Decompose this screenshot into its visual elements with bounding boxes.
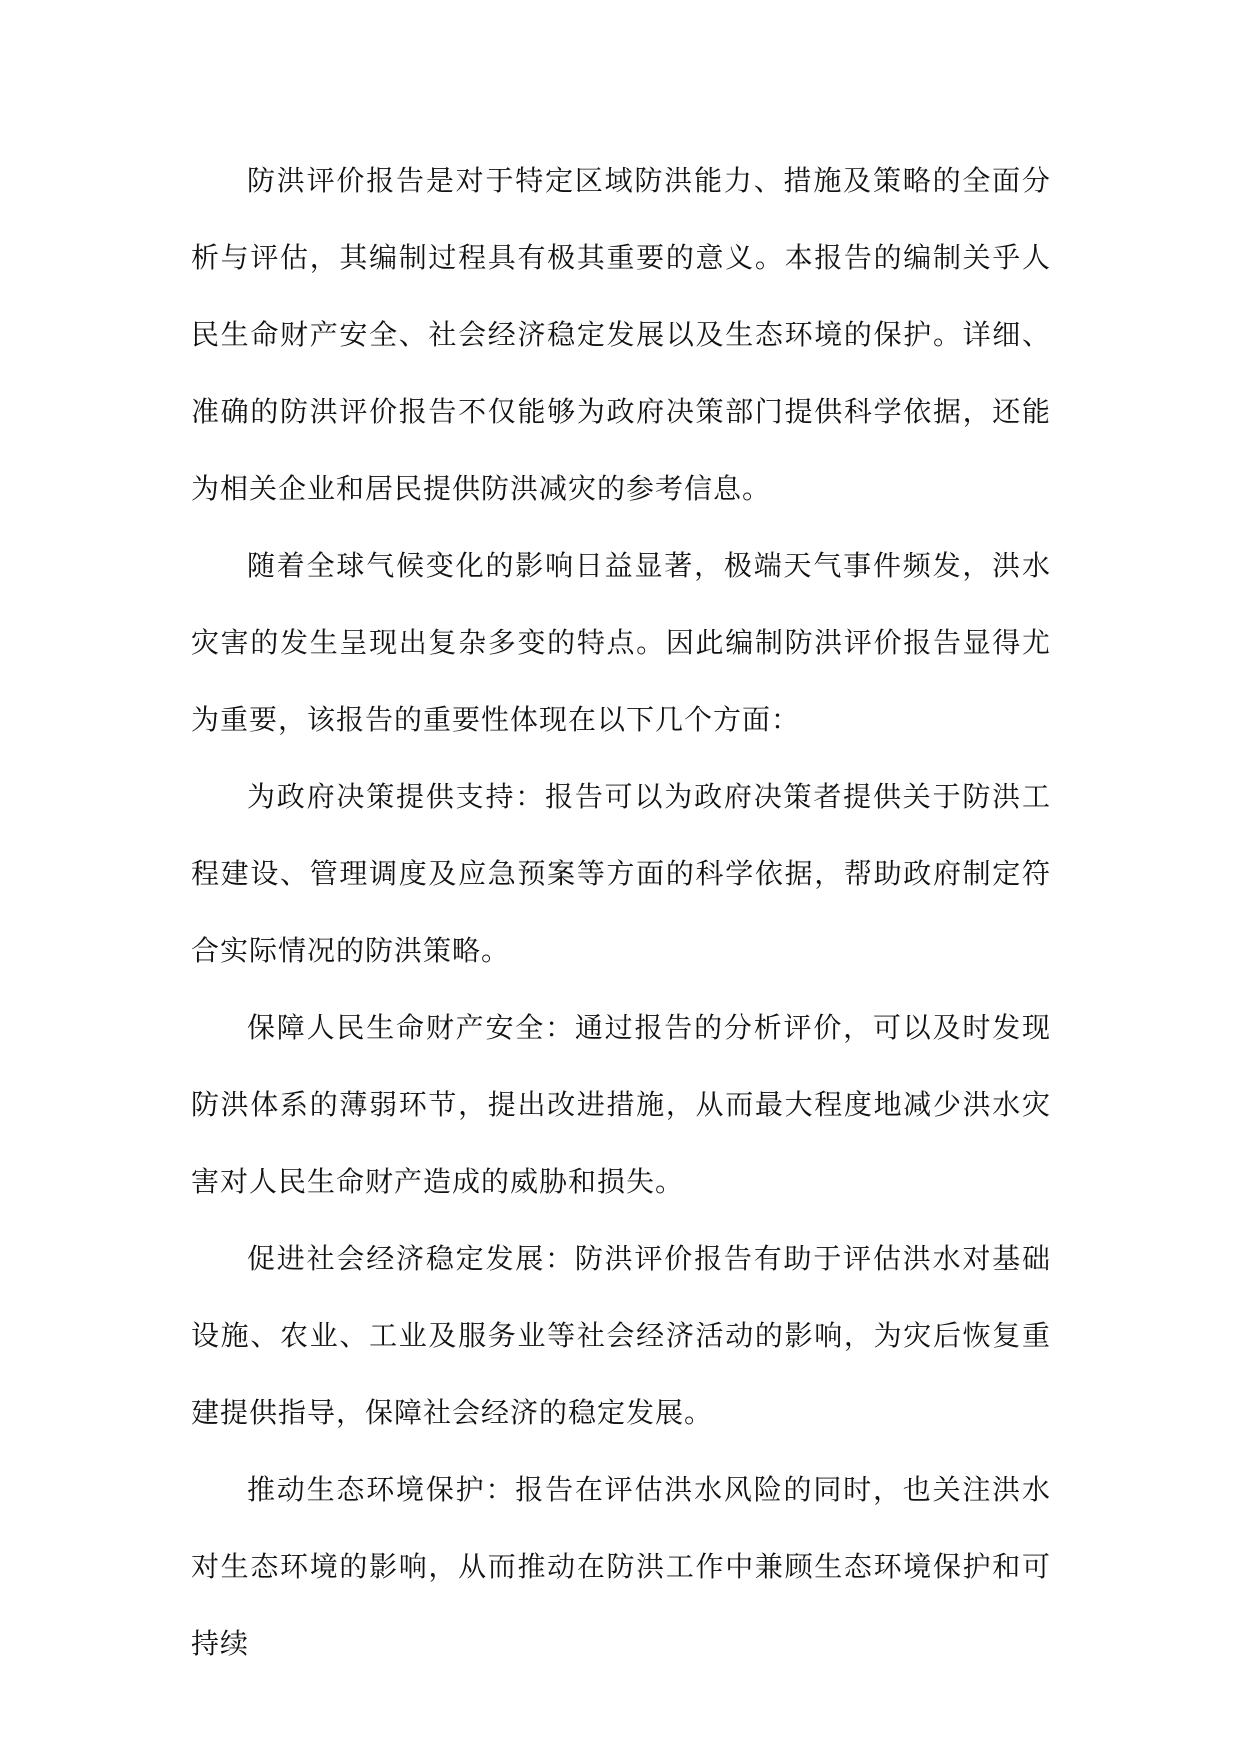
paragraph-economic-stability: 促进社会经济稳定发展：防洪评价报告有助于评估洪水对基础设施、农业、工业及服务业等社会经济活动的影响，为灾后恢复重建提供指导，保障社会经济的稳定发展。 (191, 1242, 1051, 1429)
document-body (191, 142, 1051, 1682)
paragraph-ecological-protection: 推动生态环境保护：报告在评估洪水风险的同时，也关注洪水对生态环境的影响，从而推动在防洪工作中兼顾生态环境保护和可持续 (191, 1473, 1051, 1660)
paragraph-intro: 防洪评价报告是对于特定区域防洪能力、措施及策略的全面分析与评估，其编制过程具有极其重要的意义。本报告的编制关乎人民生命财产安全、社会经济稳定发展以及生态环境的保护。详细、准确的防洪评价报告不仅能够为政府决策部门提供科学依据，还能为相关企业和居民提供防洪减灾的参考信息。 (191, 164, 1051, 505)
paragraph-life-property-safety: 保障人民生命财产安全：通过报告的分析评价，可以及时发现防洪体系的薄弱环节，提出改进措施，从而最大程度地减少洪水灾害对人民生命财产造成的威胁和损失。 (191, 1011, 1051, 1198)
paragraph-government-support: 为政府决策提供支持：报告可以为政府决策者提供关于防洪工程建设、管理调度及应急预案等方面的科学依据，帮助政府制定符合实际情况的防洪策略。 (191, 780, 1051, 967)
paragraph-importance: 随着全球气候变化的影响日益显著，极端天气事件频发，洪水灾害的发生呈现出复杂多变的特点。因此编制防洪评价报告显得尤为重要，该报告的重要性体现在以下几个方面： (191, 549, 1051, 736)
